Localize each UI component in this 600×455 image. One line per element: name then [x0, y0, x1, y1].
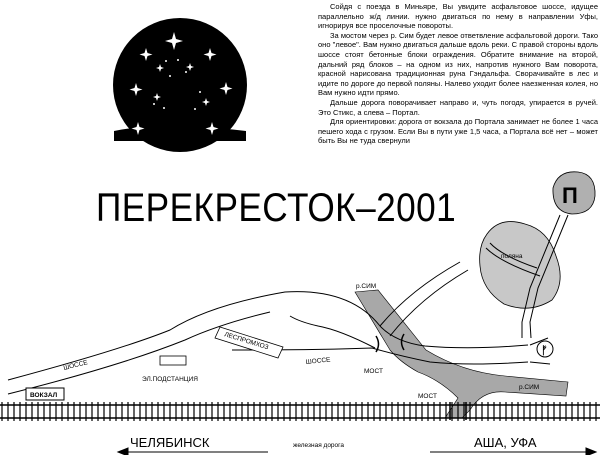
event-title: ПЕРЕКРЕСТОК–2001 — [96, 186, 457, 230]
starry-sky-logo — [113, 18, 247, 152]
highway-label-left: ШОССЕ — [62, 359, 89, 372]
station-label: ВОКЗАЛ — [30, 392, 58, 399]
river-label-top: р.СИМ — [356, 283, 377, 290]
highway-label-right: ШОССЕ — [305, 356, 331, 366]
clearing-area — [480, 222, 561, 309]
directions-paragraph: Дальше дорога поворачивает направо и, чуть погодя, упирается в ручей. Это Стикс, а слева – Портал. — [318, 97, 598, 117]
railway-track — [0, 402, 600, 421]
portal-label: П — [562, 183, 578, 208]
substation-box — [160, 356, 186, 365]
railway-label: железная дорога — [293, 442, 345, 449]
directions-paragraph: Сойдя с поезда в Миньяре, Вы увидите асфальтовое шоссе, идущее параллельно ж/д линии. нужно двигаться по нему в направлении Уфы, игнорируя все проселочные повороты. — [318, 2, 598, 31]
directions-paragraph: За мостом через р. Сим будет левое ответвление асфальтовой дороги. Тако оно "левое". Вам нужно двигаться дальше вдоль реки. С правой стороны вдоль шоссе стоят бетонные блоки ограждения. Обратите внимание на второй, дальний ряд блоков – на одном из них, напротив нужного Вам поворота, красной нарисована традиционная руна Гэндальфа. Сворачивайте в лес и идите по дороге до первой поляны. Налево уходит более наезженная колея, но Вам нужно идти прямо. — [318, 30, 598, 98]
substation-label: ЭЛ.ПОДСТАНЦИЯ — [142, 376, 198, 383]
direction-right-label: АША, УФА — [474, 435, 537, 450]
bridge-label-1: МОСТ — [364, 368, 383, 375]
rune-glyph: ᚠ — [541, 344, 548, 357]
directions-text — [318, 2, 598, 146]
directions-paragraph: Для ориентировки: дорога от вокзала до Портала занимает не более 1 часа пешего хода с грузом. Если Вы в пути уже 1,5 часа, а Портала всё нет – может быть Вы не туда свернули — [318, 117, 598, 146]
clearing-label: поляна — [501, 253, 523, 260]
leshoz-label: ЛЕСПРОМХОЗ — [223, 331, 270, 352]
river-sim — [355, 290, 568, 418]
river-label-bottom: р.СИМ — [519, 384, 540, 391]
bridge-label-2: МОСТ — [418, 393, 437, 400]
direction-left-label: ЧЕЛЯБИНСК — [130, 435, 210, 450]
